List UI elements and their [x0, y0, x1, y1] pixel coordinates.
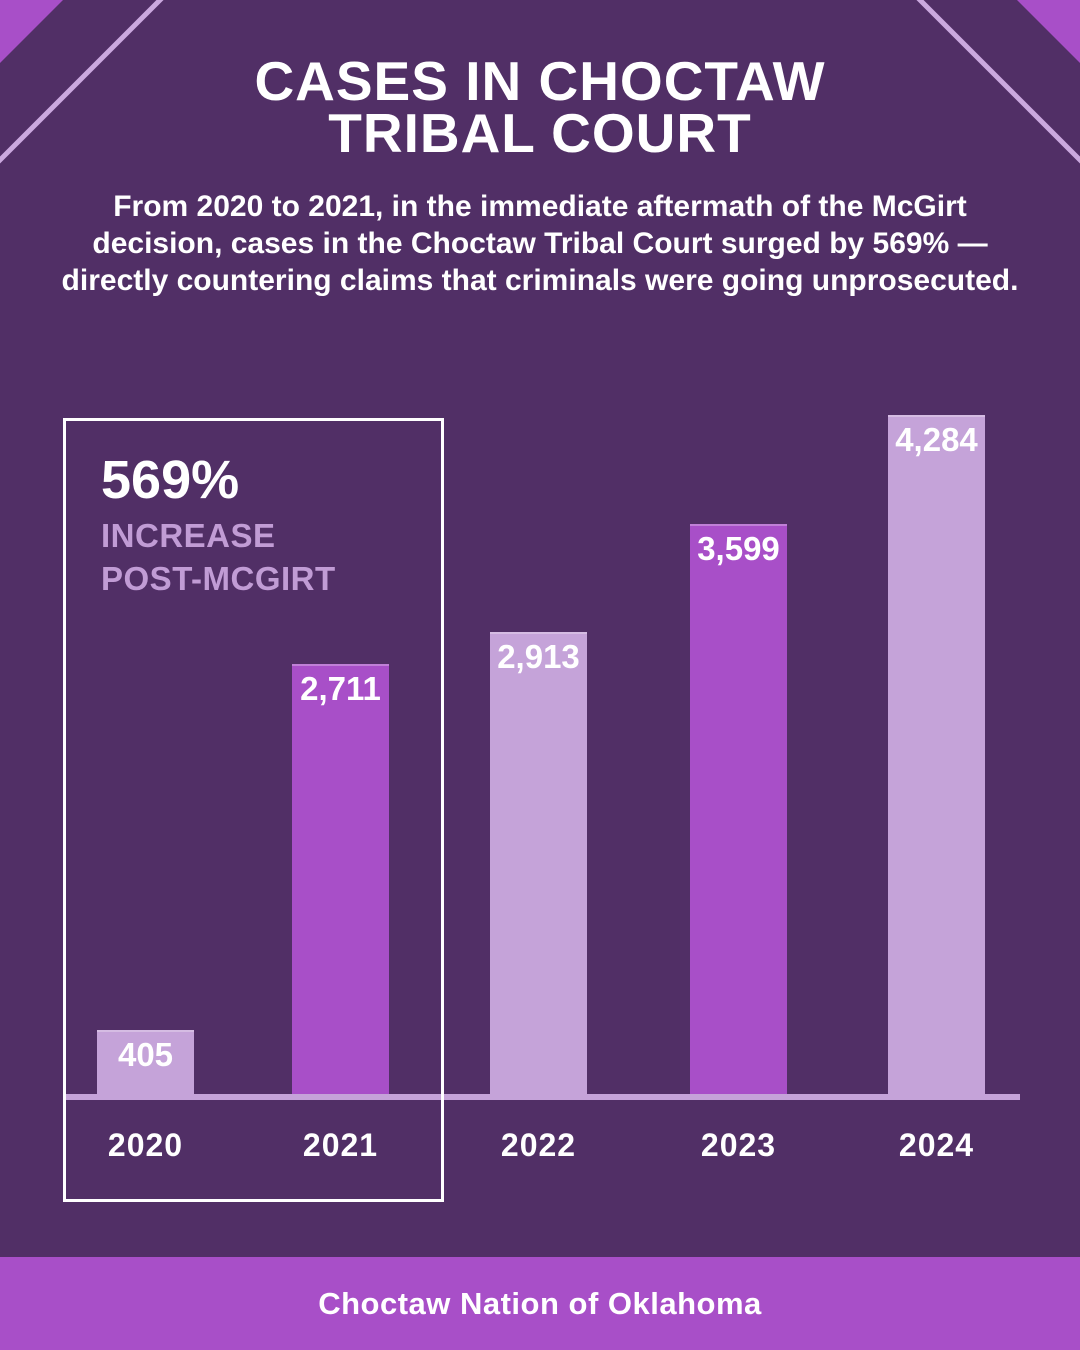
bar-value-2022: 2,913	[497, 638, 580, 675]
subtitle	[0, 188, 1080, 299]
subtitle-line-3: directly countering claims that criminals were going unprosecuted.	[61, 264, 1019, 297]
highlight-subline-2: POST-MCGIRT	[101, 560, 336, 597]
corner-triangle-right-icon	[1017, 0, 1080, 63]
bar-2023	[690, 524, 787, 1094]
footer-band	[0, 1257, 1080, 1350]
subtitle-line-2: decision, cases in the Choctaw Tribal Court surged by 569% —	[92, 227, 988, 260]
highlight-headline: 569%	[101, 450, 240, 510]
subtitle-line-1: From 2020 to 2021, in the immediate aftermath of the McGirt	[113, 190, 967, 223]
bar-value-2020: 405	[117, 1036, 174, 1073]
axis-label-2020: 2020	[107, 1127, 184, 1163]
bar-value-2023: 3,599	[697, 530, 780, 567]
bar-value-2024: 4,284	[895, 421, 978, 458]
axis-label-2022: 2022	[500, 1127, 577, 1163]
axis-label-2021: 2021	[302, 1127, 379, 1163]
bar-2024	[888, 415, 985, 1094]
axis-label-2024: 2024	[898, 1127, 975, 1163]
footer-label: Choctaw Nation of Oklahoma	[318, 1285, 762, 1321]
corner-triangle-left-icon	[0, 0, 63, 63]
bar-2022	[490, 632, 587, 1094]
page-title-line-1: CASES IN CHOCTAW	[254, 50, 826, 112]
page-title-line-2: TRIBAL COURT	[328, 102, 752, 164]
bar-value-2021: 2,711	[300, 670, 381, 707]
page-title	[0, 50, 1080, 164]
axis-label-2023: 2023	[700, 1127, 777, 1163]
highlight-box	[63, 418, 444, 1202]
highlight-subline-1: INCREASE	[101, 517, 276, 554]
